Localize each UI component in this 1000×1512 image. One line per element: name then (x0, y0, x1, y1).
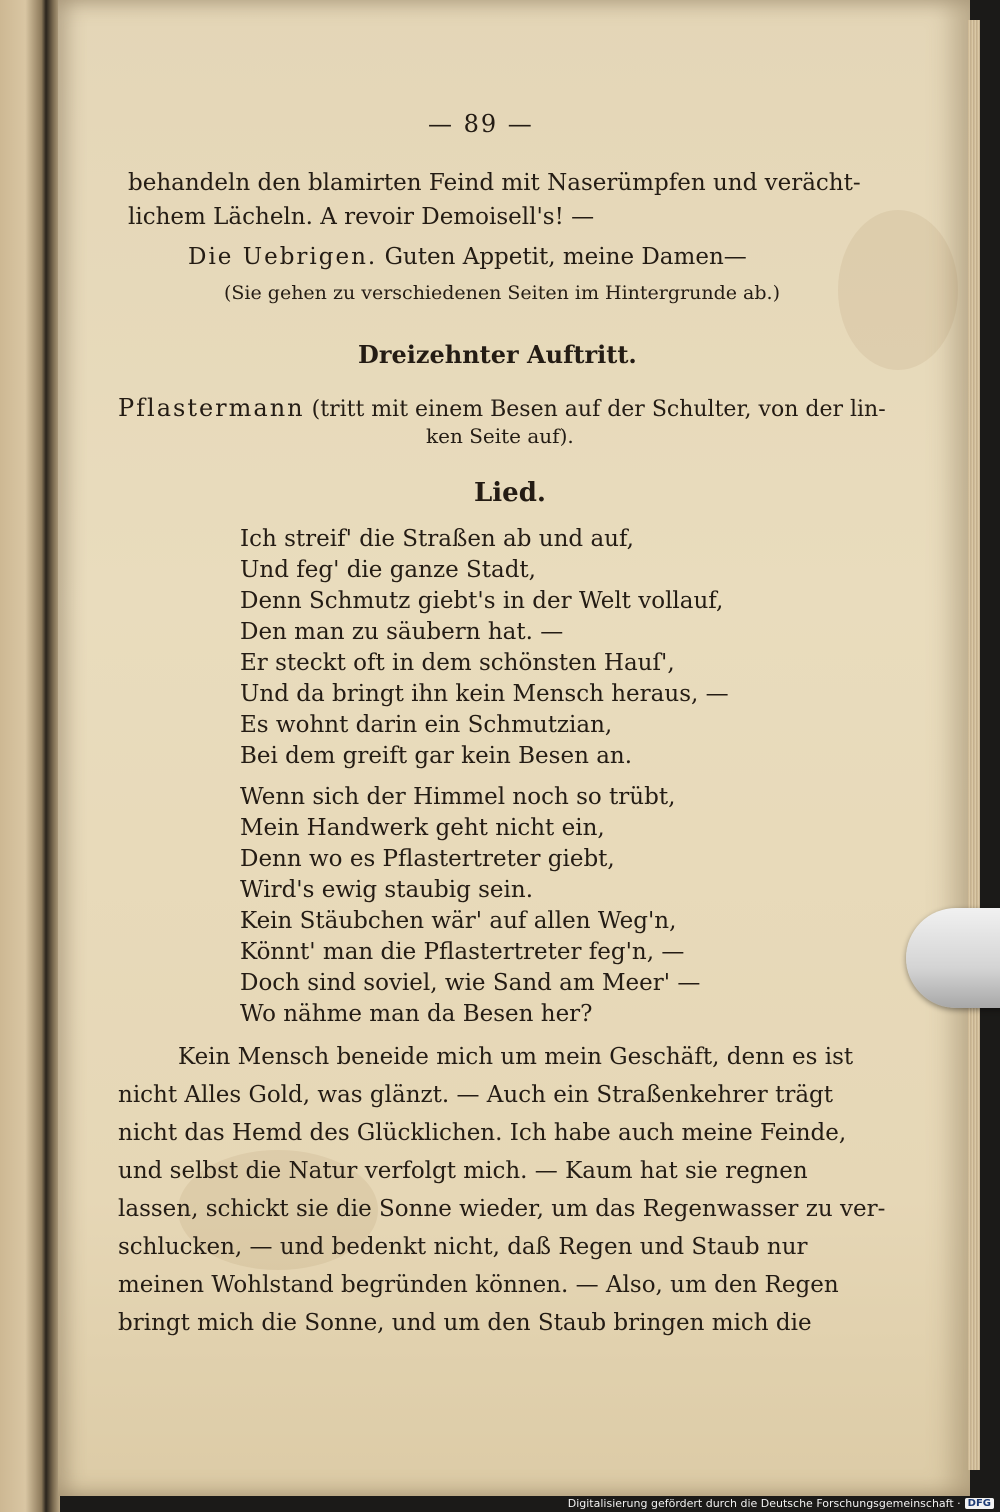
page-edges (968, 20, 980, 1470)
verse-line: Denn wo es Pflastertreter giebt, (240, 846, 615, 872)
verse-line: Mein Handwerk geht nicht ein, (240, 815, 605, 841)
facing-page-edge (0, 0, 46, 1512)
digitization-credit (568, 1497, 994, 1510)
verse-line: Denn Schmutz giebt's in der Welt vollauf, (240, 588, 724, 614)
scene-heading: Dreizehnter Auftritt. (358, 340, 637, 369)
book-page (58, 0, 970, 1496)
prose-line: bringt mich die Sonne, und um den Staub bringen mich die (118, 1310, 812, 1336)
paper-stain (838, 210, 958, 370)
verse-line: Er steckt oft in dem schönsten Hauſ', (240, 650, 675, 676)
speaker-text: Guten Appetit, meine Damen— (384, 244, 747, 270)
page-number: — 89 — (428, 110, 534, 138)
speaker-name: Die Uebrigen. (188, 244, 378, 270)
verse-line: Ich streif' die Straßen ab und auf, (240, 526, 634, 552)
stage-direction: (tritt mit einem Besen auf der Schulter, von der lin- (311, 397, 886, 422)
bookmark-tab (906, 908, 1000, 1008)
speaker-line (118, 396, 886, 421)
text-line: lichem Lächeln. A revoir Demoisell's! — (128, 204, 595, 230)
credit-text: Digitalisierung gefördert durch die Deutsche Forschungsgemeinschaft · (567, 1497, 961, 1510)
song-title: Lied. (474, 478, 546, 508)
verse-line: Kein Stäubchen wär' auf allen Weg'n, (240, 908, 677, 934)
prose-line: lassen, schickt sie die Sonne wieder, um das Regenwasser zu ver- (118, 1196, 886, 1222)
speaker-line (188, 246, 747, 269)
verse-line: Könnt' man die Pflastertreter feg'n, — (240, 939, 685, 965)
verse-line: Und feg' die ganze Stadt, (240, 557, 536, 583)
verse-line: Wo nähme man da Besen her? (240, 1001, 593, 1027)
verse-line: Doch sind soviel, wie Sand am Meer' — (240, 970, 701, 996)
verse-line: Bei dem greift gar kein Besen an. (240, 743, 633, 769)
prose-line: schlucken, — und bedenkt nicht, daß Regen und Staub nur (118, 1234, 808, 1260)
stage-direction: ken Seite auf). (426, 424, 574, 448)
verse-line: Es wohnt darin ein Schmutzian, (240, 712, 613, 738)
prose-line: nicht das Hemd des Glücklichen. Ich habe auch meine Feinde, (118, 1120, 847, 1146)
prose-line: meinen Wohlstand begründen können. — Also, um den Regen (118, 1272, 839, 1298)
verse-line: Wenn sich der Himmel noch so trübt, (240, 784, 676, 810)
prose-line: Kein Mensch beneide mich um mein Geschäft, denn es ist (178, 1044, 854, 1070)
prose-line: und selbst die Natur verfolgt mich. — Kaum hat sie regnen (118, 1158, 808, 1184)
stage-direction: (Sie gehen zu verschiedenen Seiten im Hintergrunde ab.) (224, 282, 780, 304)
verse-line: Wird's ewig staubig sein. (240, 877, 534, 903)
verse-line: Den man zu säubern hat. — (240, 619, 564, 645)
verse-line: Und da bringt ihn kein Mensch heraus, — (240, 681, 729, 707)
prose-line: nicht Alles Gold, was glänzt. — Auch ein Straßenkehrer trägt (118, 1082, 833, 1108)
text-line: behandeln den blamirten Feind mit Naserümpfen und verächt- (128, 170, 861, 196)
speaker-name: Pflastermann (118, 394, 305, 422)
dfg-logo: DFG (965, 1498, 994, 1509)
